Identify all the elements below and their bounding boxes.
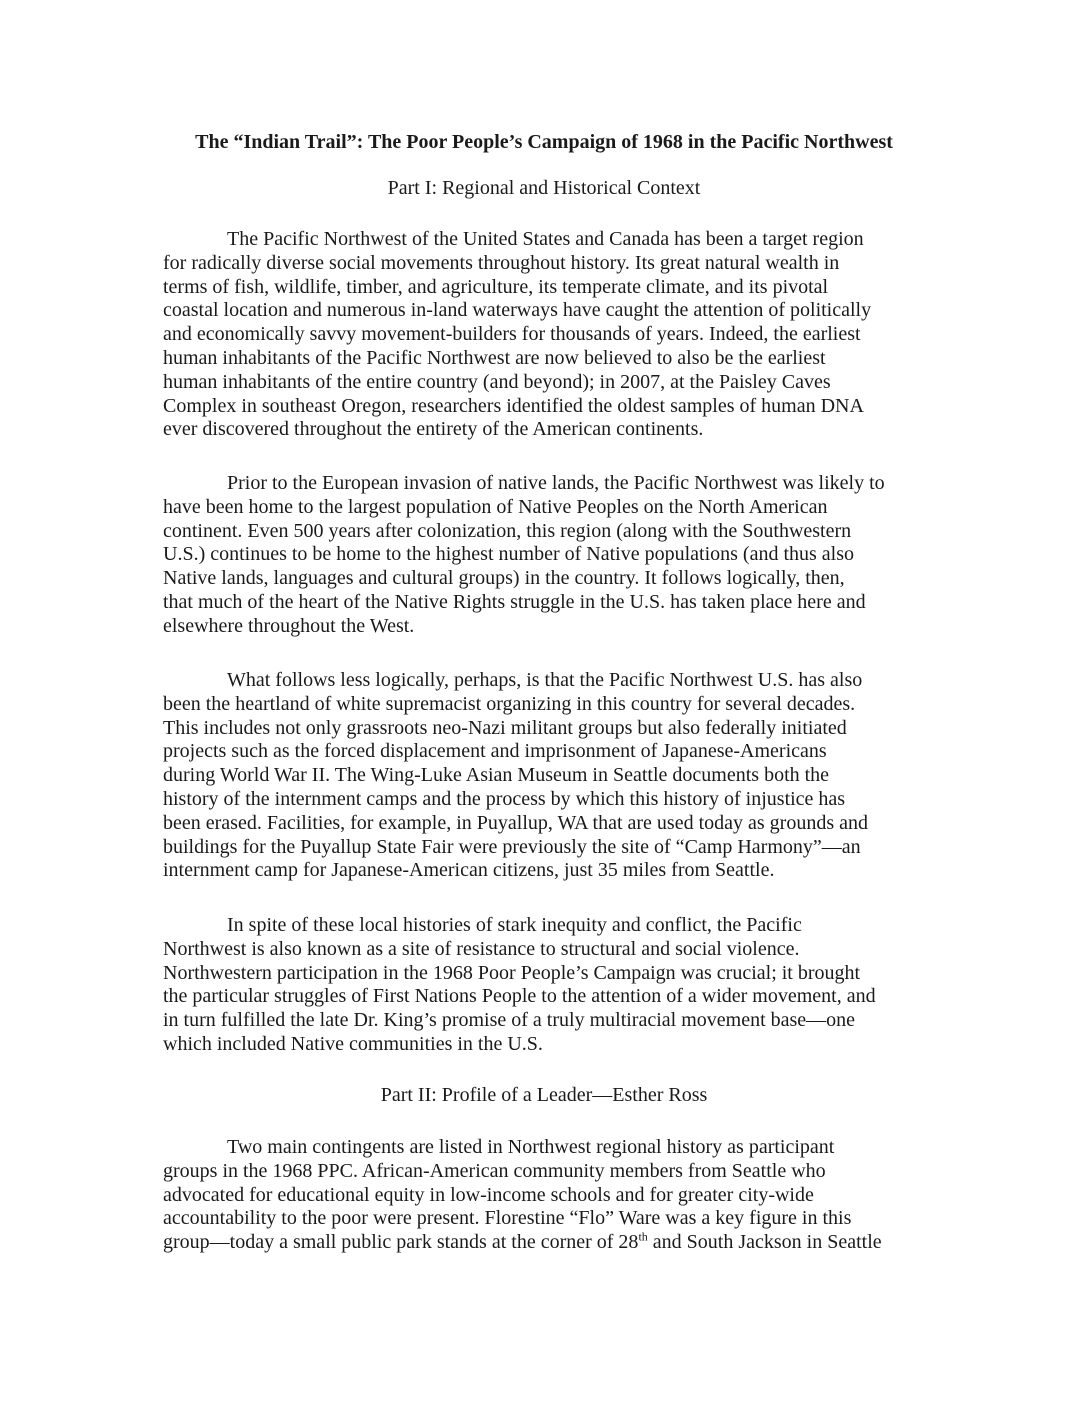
text-line: internment camp for Japanese-American citizens, just 35 miles from Seattle. — [163, 859, 775, 882]
text-line: What follows less logically, perhaps, is that the Pacific Northwest U.S. has also — [227, 669, 863, 691]
text-line: Native lands, languages and cultural groups) in the country. It follows logically, then, — [163, 567, 845, 590]
part-one-heading: Part I: Regional and Historical Context — [387, 177, 701, 199]
text-line: Two main contingents are listed in Northwest regional history as participant — [227, 1136, 835, 1158]
text-line: elsewhere throughout the West. — [163, 614, 415, 637]
text-line — [163, 1231, 943, 1255]
text-line: projects such as the forced displacement and imprisonment of Japanese-Americans — [163, 740, 827, 763]
text-line: Northwest is also known as a site of resistance to structural and social violence. — [163, 937, 800, 960]
text-line: buildings for the Puyallup State Fair were previously the site of “Camp Harmony”—an — [163, 835, 861, 858]
paragraph-white-supremacist-history — [163, 669, 943, 883]
text-line: continent. Even 500 years after colonization, this region (along with the Southwestern — [163, 519, 852, 542]
text-line: accountability to the poor were present. Florestine “Flo” Ware was a key figure in this — [163, 1207, 852, 1230]
text-line: for radically diverse social movements throughout history. Its great natural wealth in — [163, 251, 840, 274]
text-line: coastal location and numerous in-land waterways have caught the attention of politically — [163, 299, 872, 322]
text-line: that much of the heart of the Native Rights struggle in the U.S. has taken place here and — [163, 590, 866, 613]
text-line: in turn fulfilled the late Dr. King’s promise of a truly multiracial movement base—one — [163, 1009, 856, 1032]
text-line: been erased. Facilities, for example, in Puyallup, WA that are used today as grounds and — [163, 811, 868, 834]
text-line: ever discovered throughout the entirety of the American continents. — [163, 418, 704, 441]
document-title: The “Indian Trail”: The Poor People’s Campaign of 1968 in the Pacific Northwest — [195, 131, 893, 153]
text-line: human inhabitants of the entire country (and beyond); in 2007, at the Paisley Caves — [163, 370, 831, 393]
text-line: the particular struggles of First Nations People to the attention of a wider movement, and — [163, 985, 876, 1008]
text-line: The Pacific Northwest of the United States and Canada has been a target region — [227, 228, 864, 250]
text-line: groups in the 1968 PPC. African-American community members from Seattle who — [163, 1159, 826, 1182]
part-two-heading: Part II: Profile of a Leader—Esther Ross — [380, 1084, 708, 1106]
text-line: terms of fish, wildlife, timber, and agriculture, its temperate climate, and its pivotal — [163, 275, 829, 298]
paragraph-native-peoples — [163, 472, 943, 639]
text-fragment: group—today a small public park stands at the corner of 28 — [163, 1231, 639, 1254]
text-line: which included Native communities in the U.S. — [163, 1032, 543, 1055]
paragraph-regional-context — [163, 228, 943, 442]
text-line: and economically savvy movement-builders for thousands of years. Indeed, the earliest — [163, 323, 861, 346]
text-line: have been home to the largest population of Native Peoples on the North American — [163, 495, 828, 518]
superscript-ordinal: th — [638, 1229, 648, 1244]
text-line: This includes not only grassroots neo-Nazi militant groups but also federally initiated — [163, 716, 847, 739]
text-line: been the heartland of white supremacist organizing in this country for several decades. — [163, 692, 856, 715]
paragraph-contingents — [163, 1136, 943, 1255]
text-line: human inhabitants of the Pacific Northwest are now believed to also be the earliest — [163, 346, 826, 369]
text-line: Prior to the European invasion of native lands, the Pacific Northwest was likely to — [227, 472, 885, 494]
text-line: during World War II. The Wing-Luke Asian Museum in Seattle documents both the — [163, 764, 830, 787]
text-line: advocated for educational equity in low-income schools and for greater city-wide — [163, 1183, 814, 1206]
text-line: history of the internment camps and the process by which this history of injustice has — [163, 787, 846, 810]
text-line: In spite of these local histories of stark inequity and conflict, the Pacific — [227, 914, 802, 936]
paragraph-resistance — [163, 914, 943, 1057]
text-fragment: and South Jackson in Seattle — [647, 1231, 882, 1254]
text-line: U.S.) continues to be home to the highest number of Native populations (and thus also — [163, 543, 854, 566]
text-line: Complex in southeast Oregon, researchers identified the oldest samples of human DNA — [163, 394, 864, 417]
text-line: Northwestern participation in the 1968 Poor People’s Campaign was crucial; it brought — [163, 961, 861, 984]
